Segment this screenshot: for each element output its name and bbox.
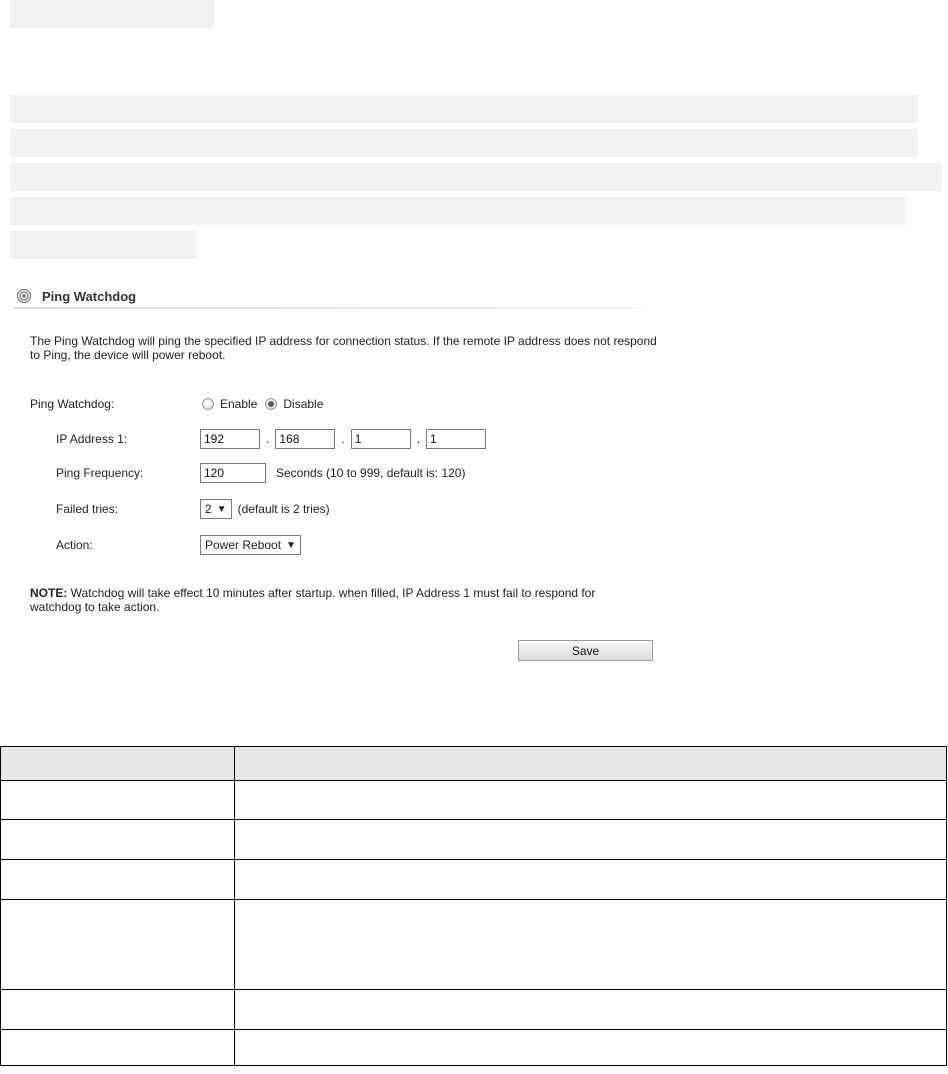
- ping-frequency-label: Ping Frequency:: [56, 466, 144, 480]
- chevron-down-icon: ▼: [216, 503, 227, 515]
- description-table: [0, 746, 947, 1066]
- note-text: [30, 586, 650, 614]
- table-cell: [235, 990, 947, 1030]
- failed-tries-select[interactable]: [200, 499, 232, 519]
- redacted-heading: [10, 0, 215, 28]
- redacted-text-line: [10, 231, 196, 259]
- action-label: Action:: [56, 538, 93, 552]
- table-row: [1, 860, 947, 900]
- section-header: [16, 288, 136, 304]
- ip-octet-1-input[interactable]: 192: [200, 429, 260, 449]
- redacted-text-line: [10, 129, 918, 157]
- ip-separator: .: [341, 432, 345, 446]
- table-cell: [235, 1030, 947, 1066]
- note-prefix: NOTE:: [30, 586, 68, 600]
- ip-octet-2-input[interactable]: 168: [275, 429, 335, 449]
- table-cell: [1, 781, 235, 820]
- failed-tries-value: 2: [205, 502, 212, 516]
- table-cell: [1, 900, 235, 990]
- table-cell: [235, 860, 947, 900]
- disable-radio[interactable]: [265, 398, 277, 410]
- note-body: Watchdog will take effect 10 minutes after startup. when filled, IP Address 1 must fail to respond for watchdog to take action.: [30, 586, 596, 614]
- ping-frequency-hint: Seconds (10 to 999, default is: 120): [276, 466, 466, 480]
- failed-tries-hint: (default is 2 tries): [237, 502, 330, 516]
- enable-radio[interactable]: [202, 398, 214, 410]
- table-header-cell: [235, 747, 947, 781]
- table-cell: [235, 900, 947, 990]
- ip-octet-4-input[interactable]: 1: [426, 429, 486, 449]
- table-cell: [1, 1030, 235, 1066]
- save-button[interactable]: Save: [518, 640, 653, 661]
- table-cell: [1, 820, 235, 860]
- redacted-text-line: [10, 197, 905, 225]
- disable-label[interactable]: Disable: [283, 397, 324, 411]
- ip-separator: .: [266, 432, 270, 446]
- redacted-text-line: [10, 163, 942, 191]
- table-cell: [235, 820, 947, 860]
- enable-label[interactable]: Enable: [220, 397, 258, 411]
- table-row: [1, 990, 947, 1030]
- ip-address-label: IP Address 1:: [56, 432, 128, 446]
- table-row: [1, 820, 947, 860]
- section-title: Ping Watchdog: [42, 288, 137, 304]
- ip-address-row: [56, 429, 486, 449]
- table-cell: [235, 781, 947, 820]
- table-cell: [1, 990, 235, 1030]
- table-row: [1, 900, 947, 990]
- table-cell: [1, 860, 235, 900]
- ip-separator: .: [416, 432, 421, 446]
- ping-watchdog-row: [30, 397, 323, 411]
- table-header-row: [1, 747, 947, 781]
- header-divider: [14, 307, 642, 309]
- table-row: [1, 1030, 947, 1066]
- ping-frequency-row: [56, 463, 465, 483]
- target-icon: [16, 288, 32, 304]
- ping-frequency-input[interactable]: 120: [200, 463, 266, 483]
- action-row: [56, 535, 301, 555]
- table-header-cell: [1, 747, 235, 781]
- ping-watchdog-panel: [10, 278, 657, 668]
- ping-watchdog-label: Ping Watchdog:: [30, 397, 115, 411]
- failed-tries-label: Failed tries:: [56, 502, 119, 516]
- ip-octet-3-input[interactable]: 1: [351, 429, 411, 449]
- intro-text: The Ping Watchdog will ping the specified IP address for connection status. If the remote IP address does not respond to Ping, the device will power reboot.: [30, 334, 657, 362]
- action-select[interactable]: [200, 535, 301, 555]
- action-value: Power Reboot: [205, 538, 282, 552]
- chevron-down-icon: ▼: [286, 539, 296, 551]
- failed-tries-row: [56, 499, 330, 519]
- table-row: [1, 781, 947, 820]
- redacted-text-line: [10, 95, 918, 123]
